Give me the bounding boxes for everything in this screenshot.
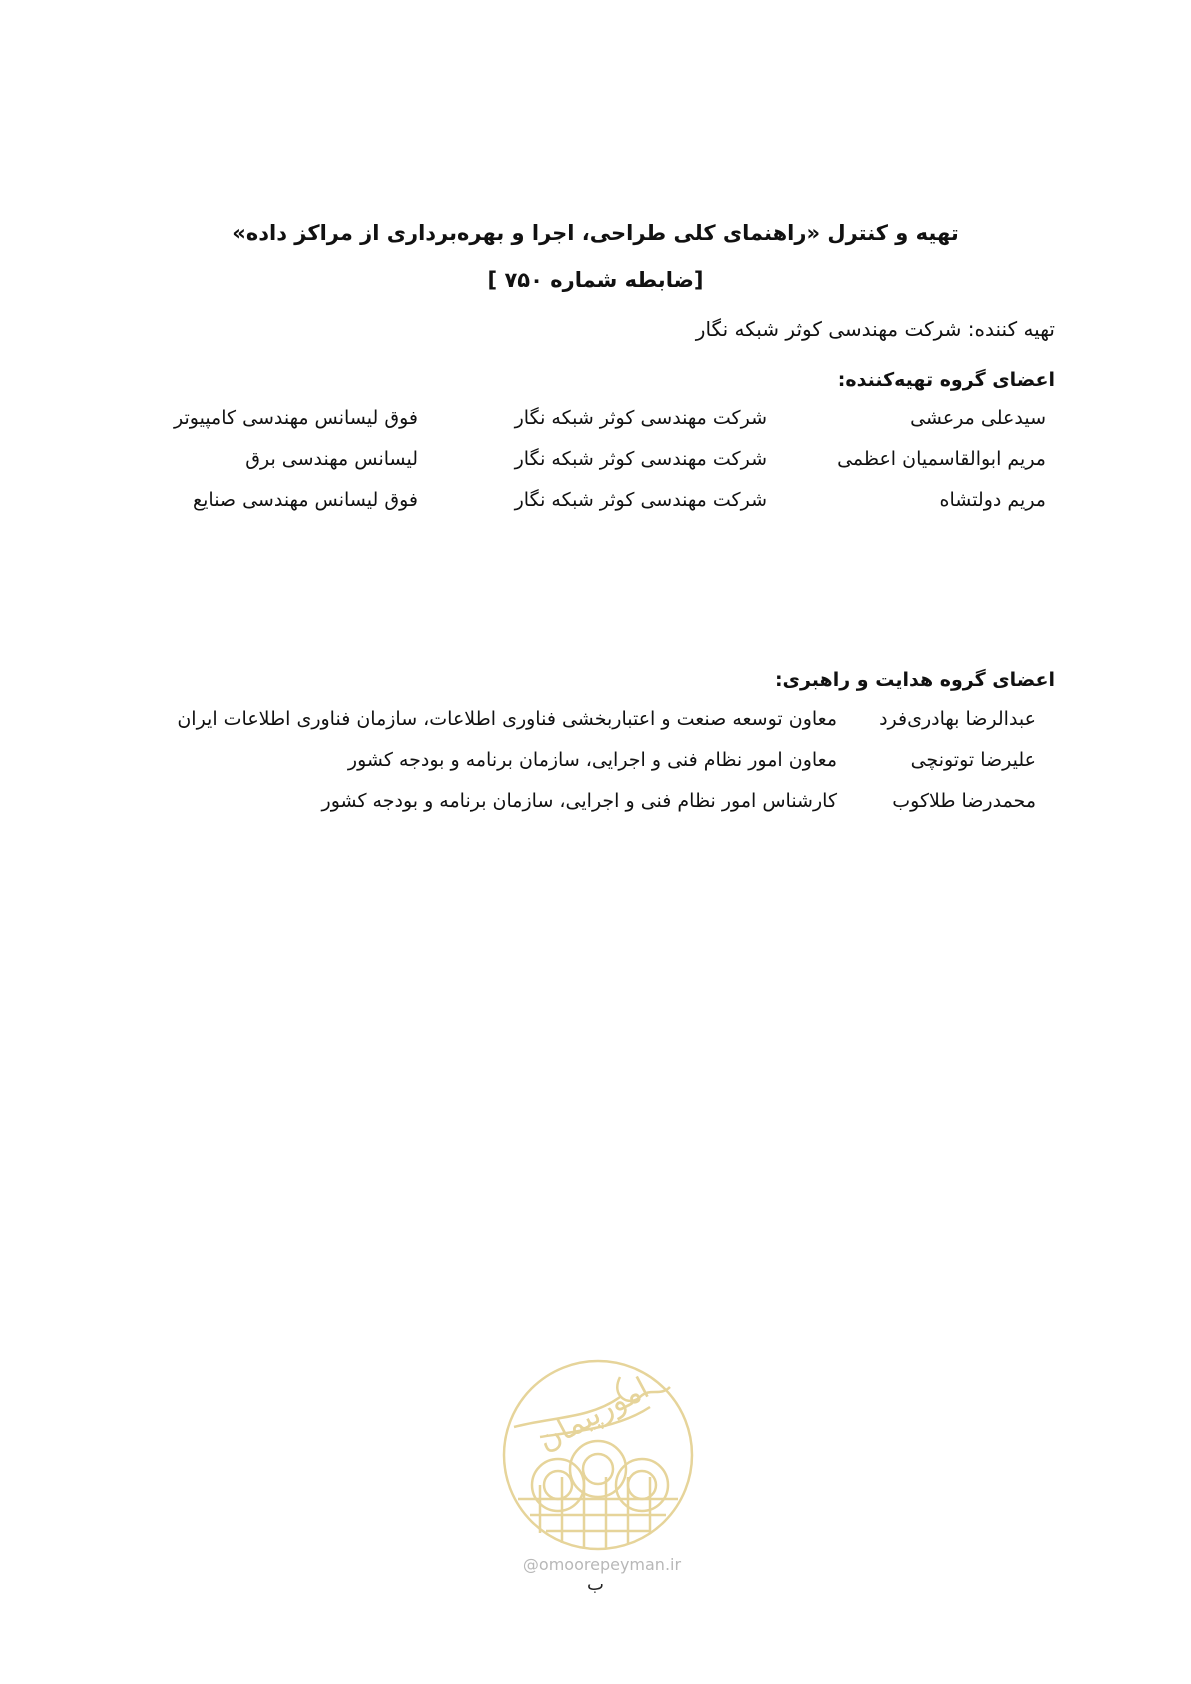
list-item <box>126 483 1046 524</box>
watermark-url: @omoorepeyman.ir <box>522 1555 682 1574</box>
list-item <box>126 401 1046 442</box>
scales-gears-stamp-icon <box>500 1357 696 1553</box>
member-organization: شرکت مهندسی کوثر شبکه نگار <box>514 407 767 429</box>
page-number: ب <box>587 1574 604 1595</box>
preparer-line: تهیه کننده: شرکت مهندسی کوثر شبکه نگار <box>695 317 1055 341</box>
list-item <box>126 743 1046 784</box>
steering-group-heading: اعضای گروه هدایت و راهبری: <box>774 669 1055 691</box>
steering-group-list <box>126 702 1046 825</box>
member-degree: لیسانس مهندسی برق <box>245 448 418 470</box>
list-item <box>126 784 1046 825</box>
member-degree: فوق لیسانس مهندسی کامپیوتر <box>174 407 418 429</box>
member-name: علیرضا توتونچی <box>910 749 1036 771</box>
member-role: کارشناس امور نظام فنی و اجرایی، سازمان برنامه و بودجه کشور <box>321 790 837 812</box>
member-organization: شرکت مهندسی کوثر شبکه نگار <box>514 489 767 511</box>
list-item <box>126 442 1046 483</box>
member-role: معاون توسعه صنعت و اعتباربخشی فناوری اطلاعات، سازمان فناوری اطلاعات ایران <box>177 708 837 730</box>
member-name: مریم دولتشاه <box>939 489 1046 511</box>
member-degree: فوق لیسانس مهندسی صنایع <box>193 489 418 511</box>
list-item <box>126 702 1046 743</box>
document-title: تهیه و کنترل «راهنمای کلی طراحی، اجرا و بهره‌برداری از مراکز داده» <box>232 221 959 245</box>
preparation-group-list <box>126 401 1046 524</box>
member-name: عبدالرضا بهادری‌فرد <box>879 708 1036 730</box>
stamp-logo-text: امورپیمان <box>532 1370 655 1459</box>
member-name: مریم ابوالقاسمیان اعظمی <box>837 448 1046 470</box>
document-subtitle: [ضابطه شماره ۷۵۰ ] <box>487 268 704 292</box>
member-organization: شرکت مهندسی کوثر شبکه نگار <box>514 448 767 470</box>
member-name: محمدرضا طلاکوب <box>892 790 1036 812</box>
preparation-group-heading: اعضای گروه تهیه‌کننده: <box>837 369 1055 391</box>
member-name: سیدعلی مرعشی <box>910 407 1046 429</box>
member-role: معاون امور نظام فنی و اجرایی، سازمان برنامه و بودجه کشور <box>347 749 837 771</box>
